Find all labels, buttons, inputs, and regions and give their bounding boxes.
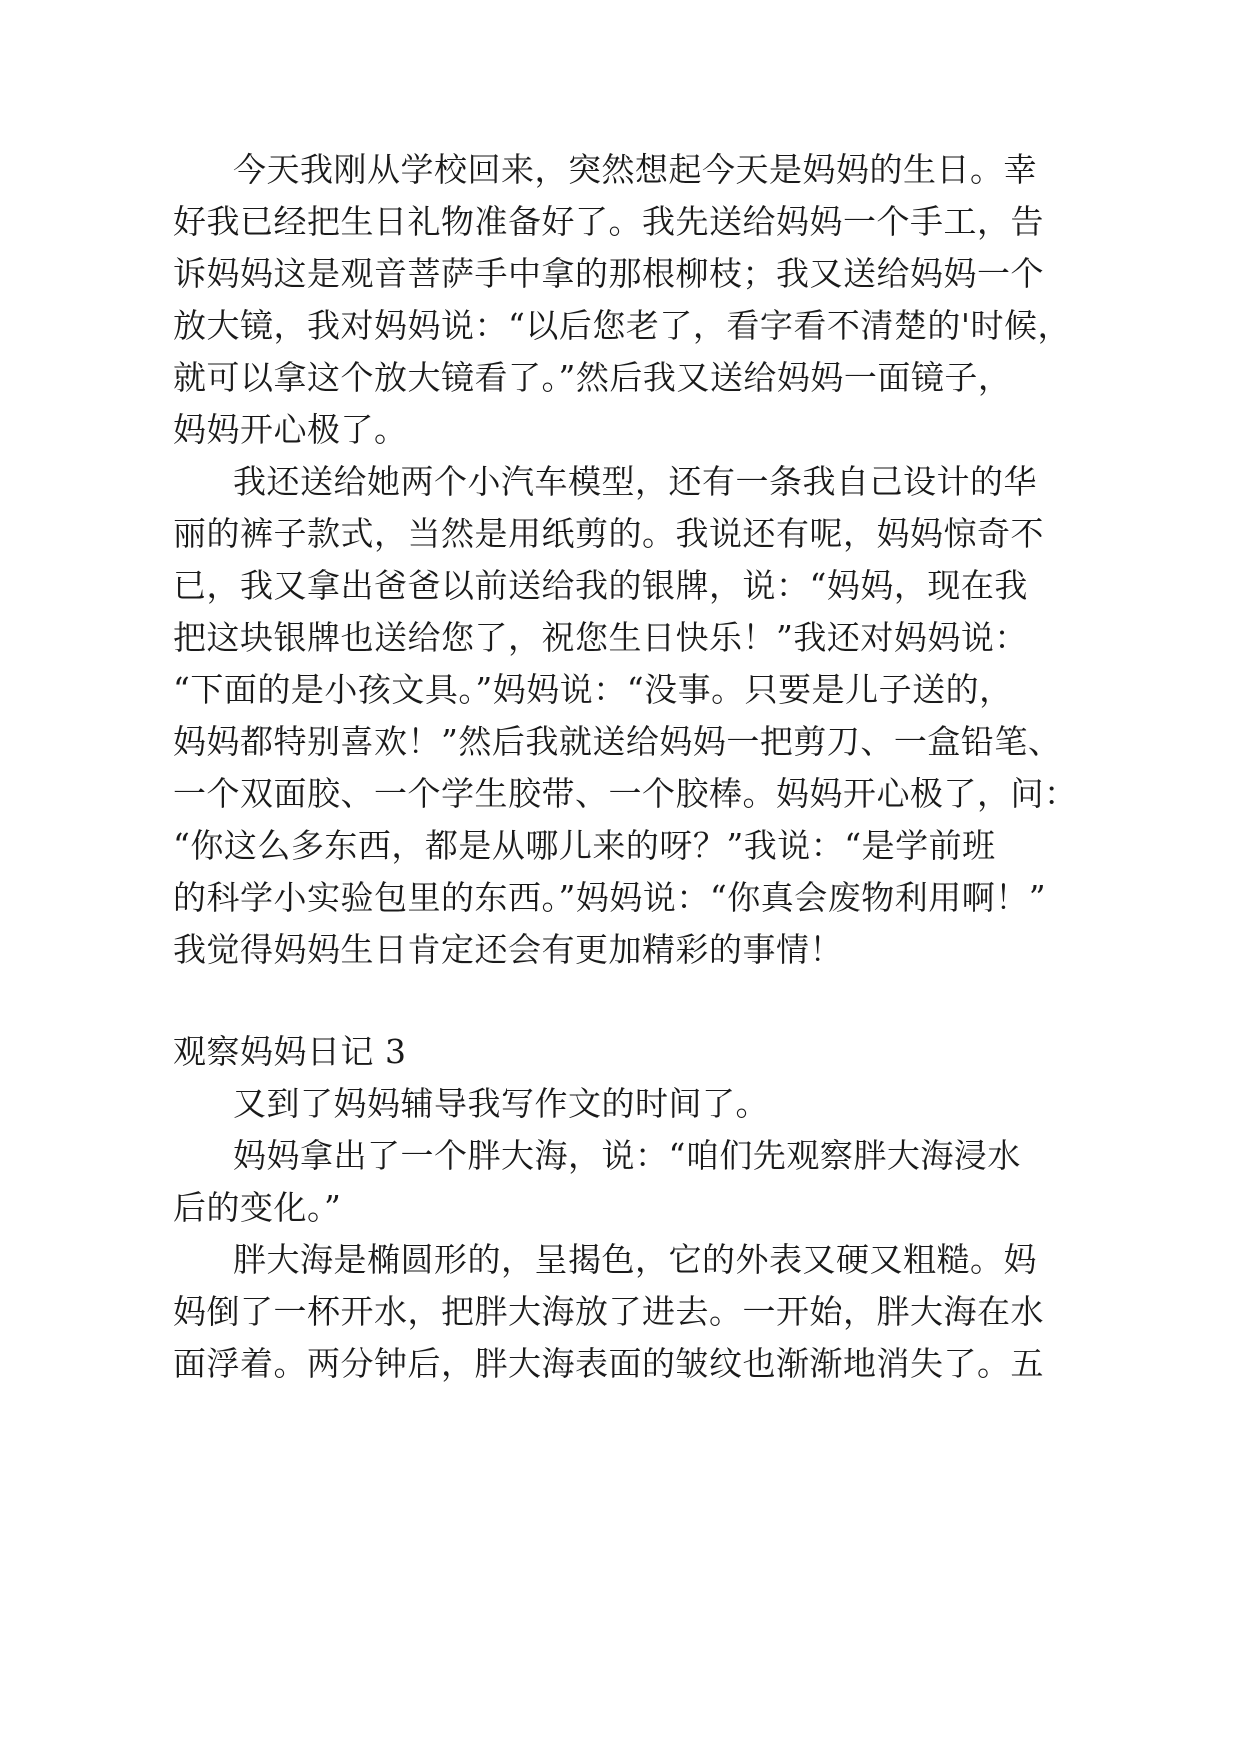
paragraph-2-line-4: 把这块银牌也送给您了，祝您生日快乐！”我还对妈妈说： xyxy=(173,618,1028,657)
paragraph-2-line-1: 我还送给她两个小汽车模型，还有一条我自己设计的华 xyxy=(233,462,1037,501)
paragraph-4-line-1: 妈妈拿出了一个胖大海，说：“咱们先观察胖大海浸水 xyxy=(233,1136,1021,1175)
paragraph-2-line-2: 丽的裤子款式，当然是用纸剪的。我说还有呢，妈妈惊奇不 xyxy=(173,514,1044,553)
paragraph-2-line-8: “你这么多东西，都是从哪儿来的呀？”我说：“是学前班 xyxy=(173,826,996,865)
paragraph-1-line-4: 放大镜，我对妈妈说：“以后您老了，看字看不清楚的'时候， xyxy=(173,306,1071,345)
paragraph-1-line-3: 诉妈妈这是观音菩萨手中拿的那根柳枝；我又送给妈妈一个 xyxy=(173,254,1044,293)
paragraph-5-line-2: 妈倒了一杯开水，把胖大海放了进去。一开始，胖大海在水 xyxy=(173,1292,1044,1331)
paragraph-4-line-2: 后的变化。” xyxy=(173,1188,342,1227)
paragraph-2-line-3: 已，我又拿出爸爸以前送给我的银牌，说：“妈妈，现在我 xyxy=(173,566,1028,605)
paragraph-2-line-9: 的科学小实验包里的东西。”妈妈说：“你真会废物利用啊！” xyxy=(173,878,1047,917)
section-heading: 观察妈妈日记 3 xyxy=(173,1032,407,1071)
paragraph-5-line-1: 胖大海是椭圆形的，呈揭色，它的外表又硬又粗糙。妈 xyxy=(233,1240,1037,1279)
paragraph-5-line-3: 面浮着。两分钟后，胖大海表面的皱纹也渐渐地消失了。五 xyxy=(173,1344,1044,1383)
paragraph-1-line-2: 好我已经把生日礼物准备好了。我先送给妈妈一个手工，告 xyxy=(173,202,1044,241)
paragraph-2-line-10: 我觉得妈妈生日肯定还会有更加精彩的事情！ xyxy=(173,930,843,969)
paragraph-3-line-1: 又到了妈妈辅导我写作文的时间了。 xyxy=(233,1084,769,1123)
paragraph-1-line-5: 就可以拿这个放大镜看了。”然后我又送给妈妈一面镜子， xyxy=(173,358,1012,397)
paragraph-2-line-7: 一个双面胶、一个学生胶带、一个胶棒。妈妈开心极了，问： xyxy=(173,774,1078,813)
paragraph-2-line-5: “下面的是小孩文具。”妈妈说：“没事。只要是儿子送的， xyxy=(173,670,1013,709)
paragraph-2-line-6: 妈妈都特别喜欢！”然后我就送给妈妈一把剪刀、一盒铅笔、 xyxy=(173,722,1062,761)
paragraph-1-line-6: 妈妈开心极了。 xyxy=(173,410,408,449)
paragraph-1-line-1: 今天我刚从学校回来，突然想起今天是妈妈的生日。幸 xyxy=(233,150,1037,189)
